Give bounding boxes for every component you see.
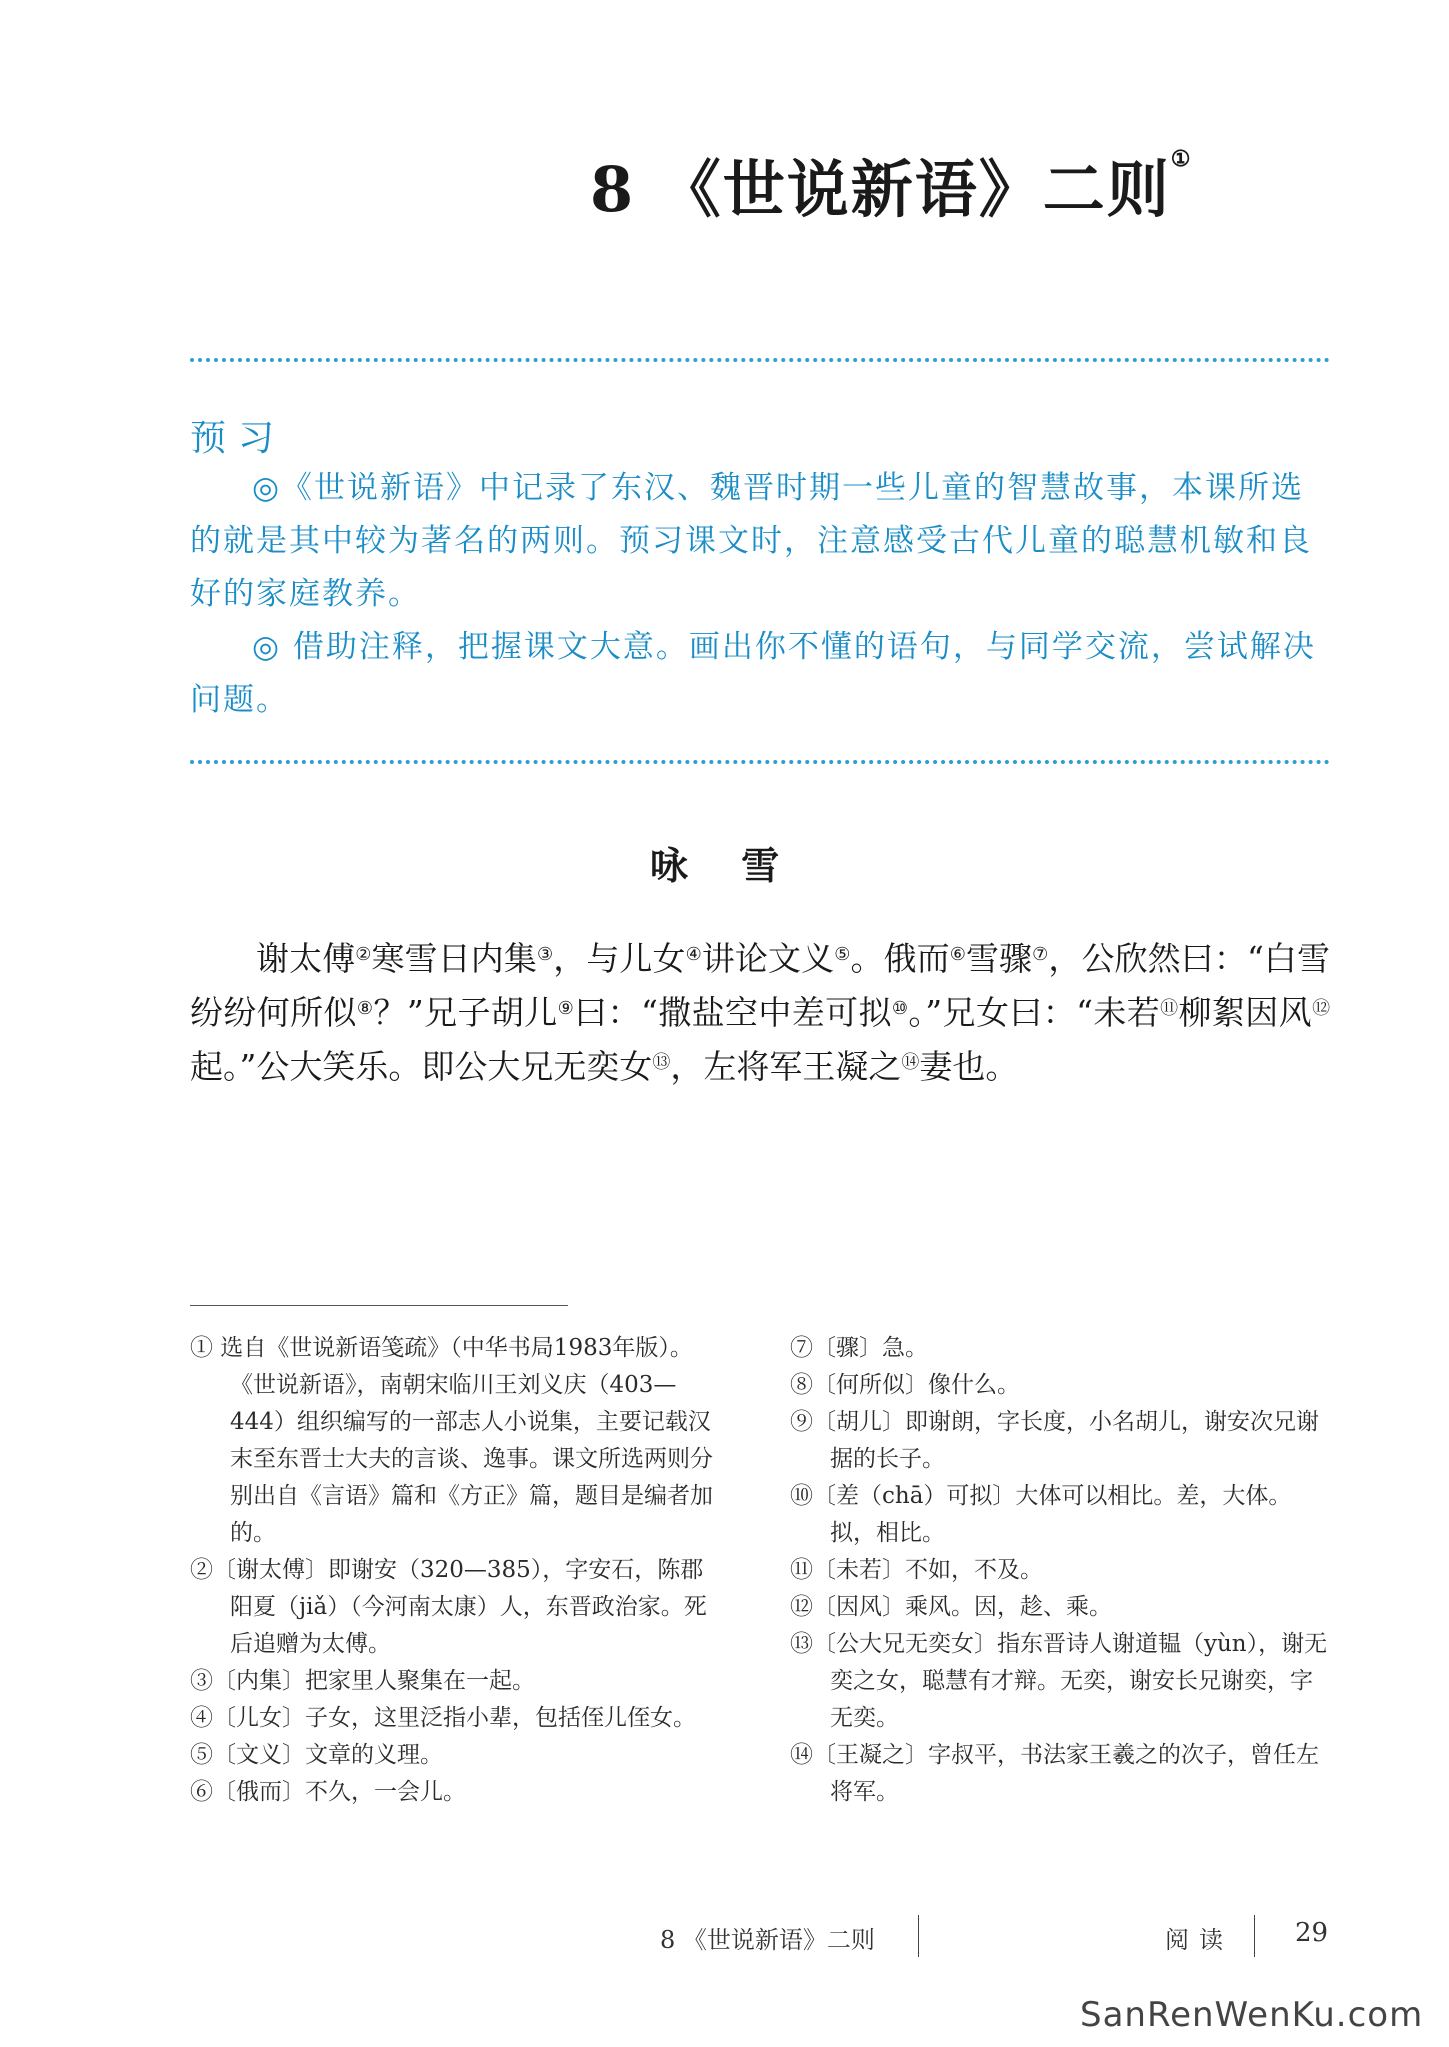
footnotes-right (790, 1330, 1330, 1811)
note-marker: ③ (536, 944, 554, 965)
text-segment: 起。”公大笑乐。即公大兄无奕女 (190, 1047, 653, 1086)
footnote: ③〔内集〕把家里人聚集在一起。 (190, 1668, 535, 1694)
footnote: ②〔谢太傅〕即谢安（320—385），字安石，陈郡阳夏（jiǎ）（今河南太康）人，东晋政治家。死后追赠为太傅。 (190, 1557, 707, 1657)
footnote: ④〔儿女〕子女，这里泛指小辈，包括侄儿侄女。 (190, 1705, 696, 1731)
lesson-title-text: 8 《世说新语》二则 (590, 153, 1171, 226)
note-marker: ⑬ (652, 1052, 671, 1073)
footer-section: 阅读 (1165, 1926, 1233, 1954)
footnotes-left (190, 1330, 720, 1811)
footnote: ⑬〔公大兄无奕女〕指东晋诗人谢道韫（yùn），谢无奕之女，聪慧有才辩。无奕，谢安长兄谢奕，字无奕。 (790, 1631, 1328, 1731)
preview-paragraph-1: ◎《世说新语》中记录了东汉、魏晋时期一些儿童的智慧故事，本课所选的就是其中较为著名的两则。预习课文时，注意感受古代儿童的聪慧机敏和良好的家庭教养。 (190, 470, 1312, 612)
dotted-divider-bottom (190, 760, 1330, 764)
preview-heading: 预习 (190, 418, 287, 459)
footer-divider-1 (918, 1915, 919, 1957)
footnote: ⑫〔因风〕乘风。因，趁、乘。 (790, 1594, 1112, 1620)
text-segment: 。俄而 (850, 939, 950, 978)
text-segment: ？”兄子胡儿 (373, 993, 558, 1032)
footer-lesson-title: 8 《世说新语》二则 (660, 1926, 875, 1954)
note-marker: ⑧ (356, 998, 374, 1019)
footnote: ⑦〔骤〕急。 (790, 1335, 928, 1361)
footnote: ⑨〔胡儿〕即谢朗，字长度，小名胡儿，谢安次兄谢据的长子。 (790, 1409, 1319, 1472)
lesson-title-mark: ① (1170, 146, 1193, 172)
dotted-divider-top (190, 358, 1330, 362)
note-marker: ⑪ (1160, 998, 1179, 1019)
text-segment: 柳絮因风 (1178, 993, 1313, 1032)
lesson-title (590, 140, 1350, 229)
note-marker: ⑤ (834, 944, 851, 965)
text-segment: ，公欣然曰：“白雪纷纷何所似 (190, 939, 1330, 1032)
footnote: ⑩〔差（chā）可拟〕大体可以相比。差，大体。拟，相比。 (790, 1483, 1292, 1546)
note-marker: ⑭ (901, 1052, 920, 1073)
text-segment: 寒雪日内集 (371, 939, 537, 978)
footnote: ⑧〔何所似〕像什么。 (790, 1372, 1020, 1398)
note-marker: ⑩ (891, 998, 909, 1019)
text-title: 咏 雪 (649, 843, 800, 888)
note-marker: ⑥ (949, 944, 966, 965)
text-segment: ，左将军王凝之 (670, 1047, 902, 1086)
main-text (190, 932, 1330, 1094)
text-segment: 谢太傅 (256, 939, 356, 978)
note-marker: ⑦ (1032, 944, 1049, 965)
text-segment: ，与儿女 (553, 939, 686, 978)
footnote-rule (190, 1305, 568, 1306)
footnote: ① 选自《世说新语笺疏》（中华书局1983年版）。《世说新语》，南朝宋临川王刘义庆（403—444）组织编写的一部志人小说集，主要记载汉末至东晋士大夫的言谈、逸事。课文所选两则分别出自《言语》篇和《方正》篇，题目是编者加的。 (190, 1335, 713, 1546)
footnote: ⑥〔俄而〕不久，一会儿。 (190, 1779, 466, 1805)
footer-divider-2 (1254, 1915, 1255, 1957)
note-marker: ④ (685, 944, 702, 965)
watermark: SanRenWenKu.com (1080, 1995, 1424, 2035)
footnote: ⑪〔未若〕不如，不及。 (790, 1557, 1043, 1583)
text-segment: 妻也。 (919, 1047, 1019, 1086)
note-marker: ⑫ (1312, 998, 1331, 1019)
preview-paragraph-2: ◎ 借助注释，把握课文大意。画出你不懂的语句，与同学交流，尝试解决问题。 (190, 629, 1316, 718)
note-marker: ② (355, 944, 372, 965)
page-number: 29 (1295, 1918, 1329, 1948)
text-segment: 讲论文义 (701, 939, 835, 978)
note-marker: ⑨ (557, 998, 575, 1019)
text-segment: 曰：“撒盐空中差可拟 (574, 993, 892, 1032)
text-segment: 雪骤 (965, 939, 1033, 978)
footnote: ⑭〔王凝之〕字叔平，书法家王羲之的次子，曾任左将军。 (790, 1742, 1319, 1805)
footnote: ⑤〔文义〕文章的义理。 (190, 1742, 443, 1768)
text-segment: 。”兄女曰：“未若 (908, 993, 1161, 1032)
preview-body (190, 462, 1330, 727)
